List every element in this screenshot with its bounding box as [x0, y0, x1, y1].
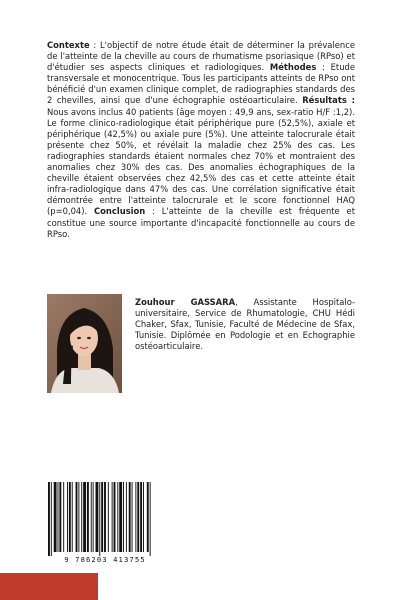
author-portrait-image — [47, 294, 122, 393]
methodes-label: Méthodes — [269, 62, 317, 73]
barcode-bar — [72, 482, 73, 552]
isbn-barcode — [42, 480, 168, 568]
barcode-bar — [81, 482, 82, 552]
barcode-bar — [63, 482, 64, 552]
barcode-bar — [104, 482, 106, 552]
barcode-digits: 9 786203 413755 — [64, 555, 146, 564]
barcode-bar — [108, 482, 109, 552]
resultats-text: Nous avons inclus 40 patients (âge moyen : 49,9 ans, sex-ratio H/F :1,2). Le forme clinico-radiologique était périphérique pure (52,5%), axiale et périphérique (42,5%) ou axiale pure (5%). Une atteinte talocrurale était présente chez 50%, et révélait la maladie chez 25% des cas. Les radiographies standards étaient normales chez 70% et montraient des anomalies chez 30% des cas. Des anomalies échographiques de la cheville étaient observées chez 42,5% des cas et cette atteinte était infra-radiologique dans 47% des cas. Une corrélation significative était démontrée entre l'atteinte talocrurale et le score fonctionnel HAQ (p=0,04). — [47, 106, 355, 217]
barcode-bar — [119, 482, 122, 552]
barcode-bar — [126, 482, 127, 552]
conclusion-label: Conclusion — [94, 206, 146, 217]
barcode-bar — [83, 482, 86, 552]
barcode-bar — [135, 482, 136, 552]
barcode-bar — [123, 482, 124, 552]
barcode-bar — [150, 482, 151, 556]
resultats-label: Résultats : — [302, 95, 355, 106]
author-bio — [135, 297, 355, 352]
barcode-bars — [42, 480, 168, 560]
barcode-bar — [78, 482, 79, 552]
barcode-bar — [129, 482, 131, 552]
barcode-bar — [48, 482, 50, 556]
barcode-bar — [117, 482, 118, 552]
barcode-bar — [132, 482, 133, 552]
barcode-bar — [101, 482, 103, 552]
barcode-bar — [87, 482, 89, 552]
barcode-bar — [59, 482, 61, 552]
barcode-bar — [112, 482, 113, 552]
barcode-bar — [54, 482, 57, 552]
contexte-label: Contexte — [47, 40, 90, 50]
barcode-bar — [99, 482, 100, 556]
barcode-bar — [69, 482, 71, 552]
barcode-bar — [76, 482, 78, 552]
barcode-bar — [91, 482, 92, 552]
author-photo — [47, 294, 122, 393]
abstract-text — [47, 40, 355, 240]
barcode-bar — [51, 482, 52, 556]
accent-bar — [0, 573, 98, 600]
methodes-text: : Etude transversale et monocentrique. Tous les participants atteints de RPso ont bénéficié d'un examen clinique complet, de radiographies standards des 2 chevilles, ainsi que d'une échographie ostéoarticulaire. — [47, 62, 355, 106]
barcode-bar — [137, 482, 139, 552]
barcode-bar — [96, 482, 99, 552]
barcode-bar — [147, 482, 149, 552]
barcode-bar — [140, 482, 142, 552]
barcode-bar — [114, 482, 116, 552]
author-name: Zouhour GASSARA — [135, 297, 236, 307]
barcode-bar — [67, 482, 68, 552]
conclusion-text: : L'atteinte de la cheville est fréquente et constitue une source importante d'incapacité fonctionnelle au cours de RPso. — [47, 206, 355, 239]
barcode-bar — [58, 482, 59, 552]
barcode-bar — [93, 482, 94, 552]
barcode-bar — [143, 482, 144, 552]
contexte-text: : L'objectif de notre étude était de déterminer la prévalence de l'atteinte de la cheville au cours de rhumatisme psoriasique (RPso) et d'étudier ses aspects cliniques et radiologiques. — [47, 40, 355, 73]
author-bio-text: , Assistante Hospitalo-universitaire, Service de Rhumatologie, CHU Hédi Chaker, Sfax, Tunisie, Faculté de Médecine de Sfax, Tunisie. Diplômée en Podologie et en Echographie ostéoarticulaire. — [135, 297, 356, 352]
